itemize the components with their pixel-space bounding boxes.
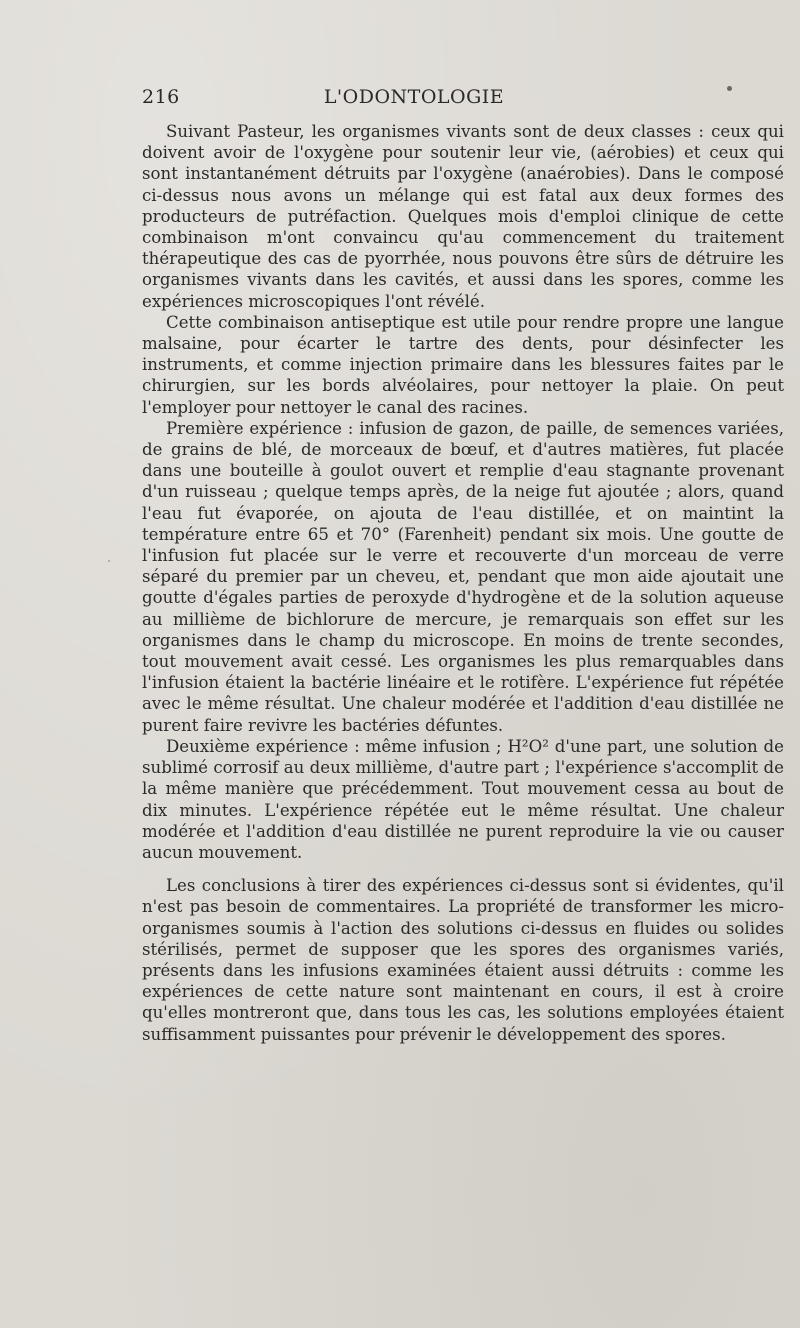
paragraph-second-experiment: Deuxième expérience : même infusion ; H²O² d'une part, une solution de sublimé corrosif au deux millième, d'autre part ; l'expérience s'accomplit de la même manière que précédemment. Tout mouvement cessa au bout de dix minutes. L'expérience répétée eut le même résultat. Une chaleur modérée et l'addition d'eau distillée ne purent reproduire la vie ou causer aucun mouvement. [142,736,784,862]
ink-speck [727,86,732,91]
paragraph-conclusions: Les conclusions à tirer des expériences ci-dessus sont si évidentes, qu'il n'est pas besoin de commentaires. La propriété de transformer les micro-organismes soumis à l'action des solutions ci-dessus en fluides ou solides stérilisés, permet de supposer que les spores des organismes variés, présents dans les infusions examinées étaient aussi détruits : comme les expériences de cette nature sont maintenant en cours, il est à croire qu'elles montreront que, dans tous les cas, les solutions employées étaient suffisamment puissantes pour prévenir le développement des spores. [142,876,784,1044]
paragraph-first-experiment: Première expérience : infusion de gazon, de paille, de semences variées, de grains de blé, de morceaux de bœuf, et d'autres matières, fut placée dans une bouteille à goulot ouvert et remplie d'eau stagnante provenant d'un ruisseau ; quelque temps après, de la neige fut ajoutée ; alors, quand l'eau fut évaporée, on ajouta de l'eau distillée, et on maintint la température entre 65 et 70° (Farenheit) pendant six mois. Une goutte de l'infusion fut placée sur le verre et recouverte d'un morceau de verre séparé du premier par un cheveu, et, pendant que mon aide ajoutait une goutte d'égales parties de peroxyde d'hydrogène et de la solution aqueuse au millième de bichlorure de mercure, je remarquais son effet sur les organismes dans le champ du microscope. En moins de trente secondes, tout mouvement avait cessé. Les organismes les plus remarquables dans l'infusion étaient la bactérie linéaire et le rotifère. L'expérience fut répétée avec le même résultat. Une chaleur modérée et l'addition d'eau distillée ne purent faire revivre les bactéries défuntes. [142,418,784,735]
running-head [142,86,686,112]
article-body [142,121,784,1045]
paragraph-pasteur-classes: Suivant Pasteur, les organismes vivants sont de deux classes : ceux qui doivent avoir de l'oxygène pour soutenir leur vie, (aérobies) et ceux qui sont instantanément détruits par l'oxygène (anaérobies). Dans le composé ci-dessus nous avons un mélange qui est fatal aux deux formes des producteurs de putréfaction. Quelques mois d'emploi clinique de cette combinaison m'ont convaincu qu'au commencement du traitement thérapeutique des cas de pyorrhée, nous pouvons être sûrs de détruire les organismes vivants dans les cavités, et aussi dans les spores, comme les expériences microscopiques l'ont révélé. [142,122,784,311]
page-number: 216 [142,86,180,108]
journal-title: L'ODONTOLOGIE [323,86,505,108]
paragraph-antiseptic-uses: Cette combinaison antiseptique est utile pour rendre propre une langue malsaine, pour écarter le tartre des dents, pour désinfecter les instruments, et comme injection primaire dans les blessures faites par le chirurgien, sur les bords alvéolaires, pour nettoyer la plaie. On peut l'employer pour nettoyer le canal des racines. [142,312,784,417]
ink-speck [108,560,110,562]
